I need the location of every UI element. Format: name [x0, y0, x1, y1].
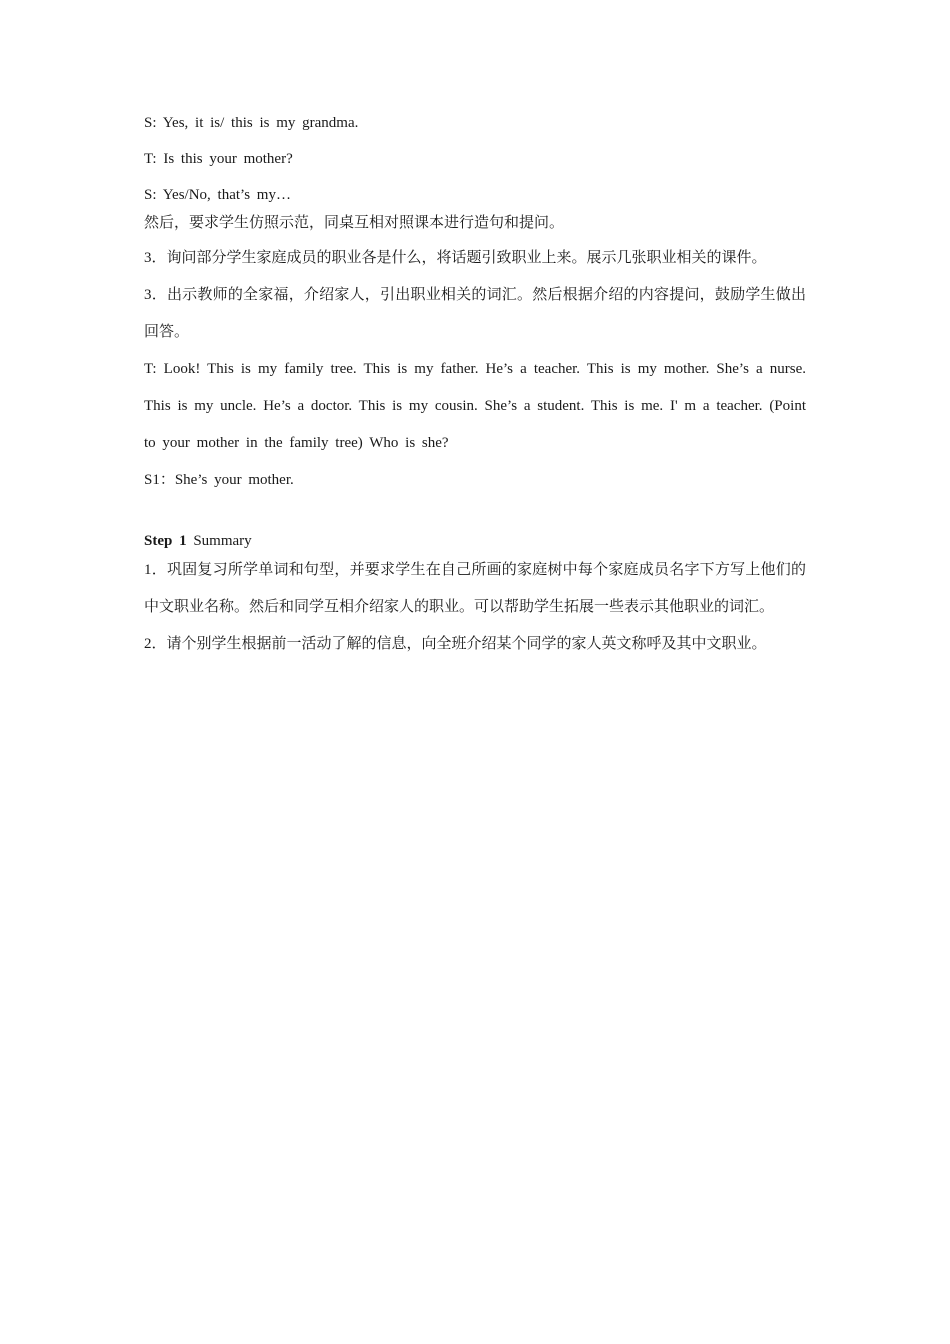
step-label: Step 1: [144, 533, 187, 549]
step-heading: [144, 531, 806, 551]
dialog-line-2: T: Is this your mother?: [144, 151, 293, 167]
activity-item-3b: 3．出示教师的全家福，介绍家人，引出职业相关的词汇。然后根据介绍的内容提问，鼓励学生做出回答。: [144, 287, 806, 340]
dialog-line-1: S: Yes, it is/ this is my grandma.: [144, 115, 359, 131]
summary-item-2: 2．请个别学生根据前一活动了解的信息，向全班介绍某个同学的家人英文称呼及其中文职业。: [144, 636, 767, 652]
document-body: [144, 113, 806, 663]
student-reply: S1：She’s your mother.: [144, 472, 294, 488]
dialog-line-3: S: Yes/No, that’s my…: [144, 187, 291, 203]
summary-item-1: 1．巩固复习所学单词和句型，并要求学生在自己所画的家庭树中每个家庭成员名字下方写上他们的中文职业名称。然后和同学互相介绍家人的职业。可以帮助学生拓展一些表示其他职业的词汇。: [144, 562, 806, 615]
instruction-text: 然后，要求学生仿照示范，同桌互相对照课本进行造句和提问。: [144, 215, 565, 231]
spacer: [144, 499, 806, 531]
step-title: Summary: [193, 533, 252, 549]
activity-item-3a: 3．询问部分学生家庭成员的职业各是什么，将话题引致职业上来。展示几张职业相关的课件。: [144, 250, 767, 266]
teacher-talk: T: Look! This is my family tree. This is my father. He’s a teacher. This is my mother. She’s a nurse. This is my uncle. He’s a doctor. This is my cousin. She’s a student. This is me. I' m a teacher. (Point to your mother in the family tree) Who is she?: [144, 361, 806, 451]
